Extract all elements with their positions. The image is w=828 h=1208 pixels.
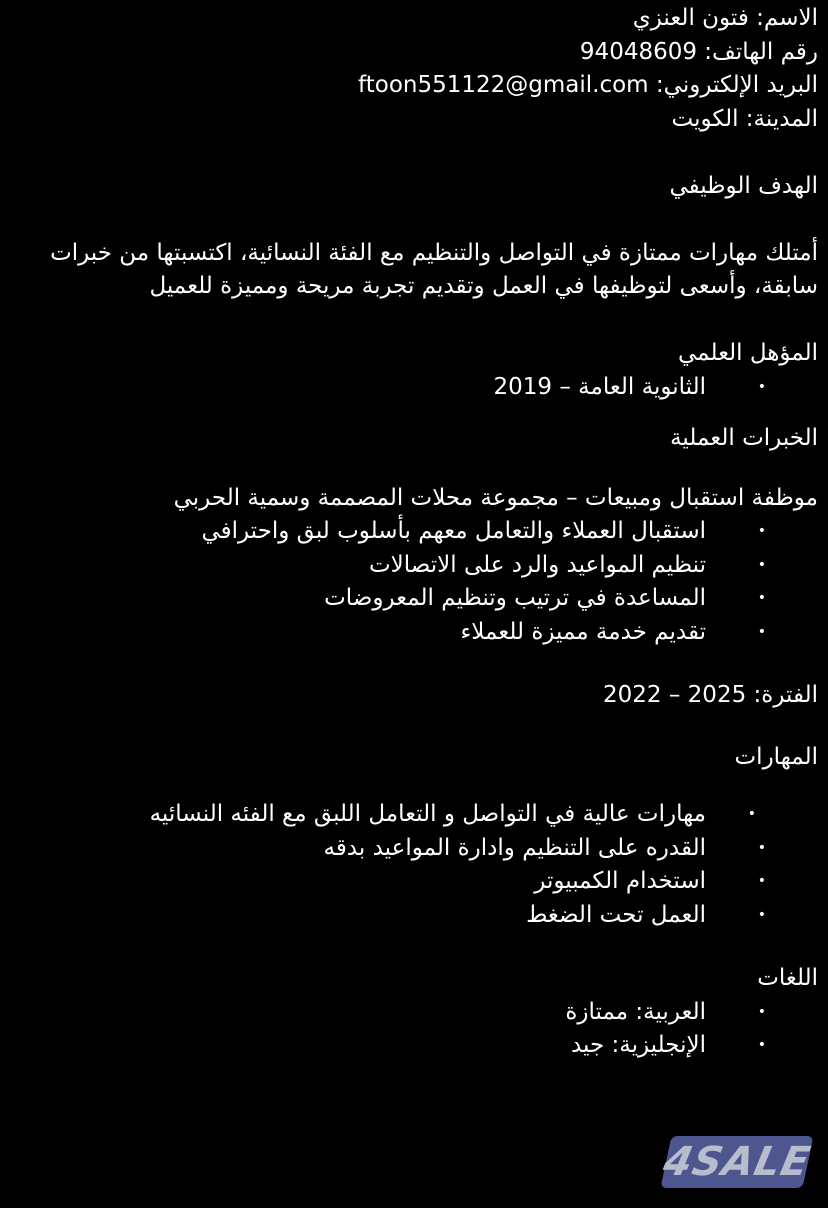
phone-label: رقم الهاتف:	[697, 38, 818, 65]
duty-item: استقبال العملاء والتعامل معهم بأسلوب لبق واحترافي	[201, 518, 706, 544]
watermark-text: 4SALE	[659, 1139, 815, 1185]
list-item	[20, 832, 818, 866]
list-item	[20, 582, 818, 616]
spacer	[20, 136, 818, 170]
bullet-icon: •	[757, 590, 766, 606]
skill-item: استخدام الكمبيوتر	[534, 868, 706, 894]
period-label: الفترة:	[746, 682, 818, 708]
spacer	[20, 932, 818, 962]
skill-item: العمل تحت الضغط	[526, 901, 706, 928]
list-item	[20, 371, 818, 405]
skill-item: مهارات عالية في التواصل و التعامل اللبق مع الفئه النسائيه	[149, 801, 706, 827]
list-item	[20, 1029, 818, 1063]
spacer	[20, 774, 818, 798]
name-line: الاسم: فتون العنزي	[632, 5, 818, 31]
list-item	[20, 549, 818, 583]
objective-heading: الهدف الوظيفي	[669, 172, 818, 199]
spacer	[20, 304, 818, 338]
phone-line	[20, 36, 818, 70]
languages-heading: اللغات	[757, 965, 818, 991]
bullet-icon: •	[757, 906, 766, 923]
bullet-icon: •	[757, 623, 766, 640]
email-label: البريد الإلكتروني:	[648, 72, 818, 98]
phone-value: 94048609	[579, 38, 697, 65]
watermark-logo	[660, 1136, 813, 1188]
education-list	[20, 371, 818, 405]
email-line	[20, 69, 818, 103]
spacer	[20, 404, 818, 422]
list-item	[20, 865, 818, 899]
bullet-icon: •	[757, 839, 766, 856]
skill-item: القدره على التنظيم وادارة المواعيد بدقه	[323, 834, 706, 861]
objective-text: أمتلك مهارات ممتازة في التواصل والتنظيم مع الفئة النسائية، اكتسبتها من خبرات سابقة، وأسعى لتوظيفها في العمل وتقديم تجربة مريحة ومميزة للعميل	[50, 239, 818, 299]
education-heading: المؤهل العلمي	[677, 340, 818, 366]
list-item	[20, 996, 818, 1030]
duty-item: المساعدة في ترتيب وتنظيم المعروضات	[324, 585, 706, 611]
experience-heading: الخبرات العملية	[670, 425, 818, 451]
spacer	[20, 649, 818, 679]
bullet-icon: •	[747, 806, 756, 822]
job-title: موظفة استقبال ومبيعات – مجموعة محلات المصممة وسمية الحربي	[173, 484, 818, 511]
language-item: الإنجليزية: جيد	[570, 1032, 706, 1058]
languages-list	[20, 996, 818, 1063]
bullet-icon: •	[757, 378, 766, 395]
skills-heading: المهارات	[734, 743, 818, 770]
bullet-icon: •	[757, 873, 766, 889]
list-item	[20, 515, 818, 549]
education-item: الثانوية العامة – 2019	[493, 373, 706, 400]
city-line: المدينة: الكويت	[671, 105, 818, 132]
spacer	[20, 203, 818, 237]
duties-list	[20, 515, 818, 649]
bullet-icon: •	[757, 1003, 766, 1020]
spacer	[20, 713, 818, 741]
bullet-icon: •	[757, 1037, 766, 1053]
bullet-icon: •	[757, 523, 766, 539]
bullet-icon: •	[757, 556, 766, 573]
list-item	[20, 899, 818, 933]
spacer	[20, 456, 818, 482]
list-item	[20, 616, 818, 650]
duty-item: تنظيم المواعيد والرد على الاتصالات	[369, 551, 706, 578]
period-value: 2022 – 2025	[603, 682, 747, 708]
period-line	[20, 679, 818, 713]
duty-item: تقديم خدمة مميزة للعملاء	[460, 618, 706, 645]
email-value: ftoon551122@gmail.com	[358, 72, 649, 98]
language-item: العربية: ممتازة	[565, 998, 706, 1025]
list-item	[20, 798, 818, 832]
skills-list	[20, 798, 818, 932]
